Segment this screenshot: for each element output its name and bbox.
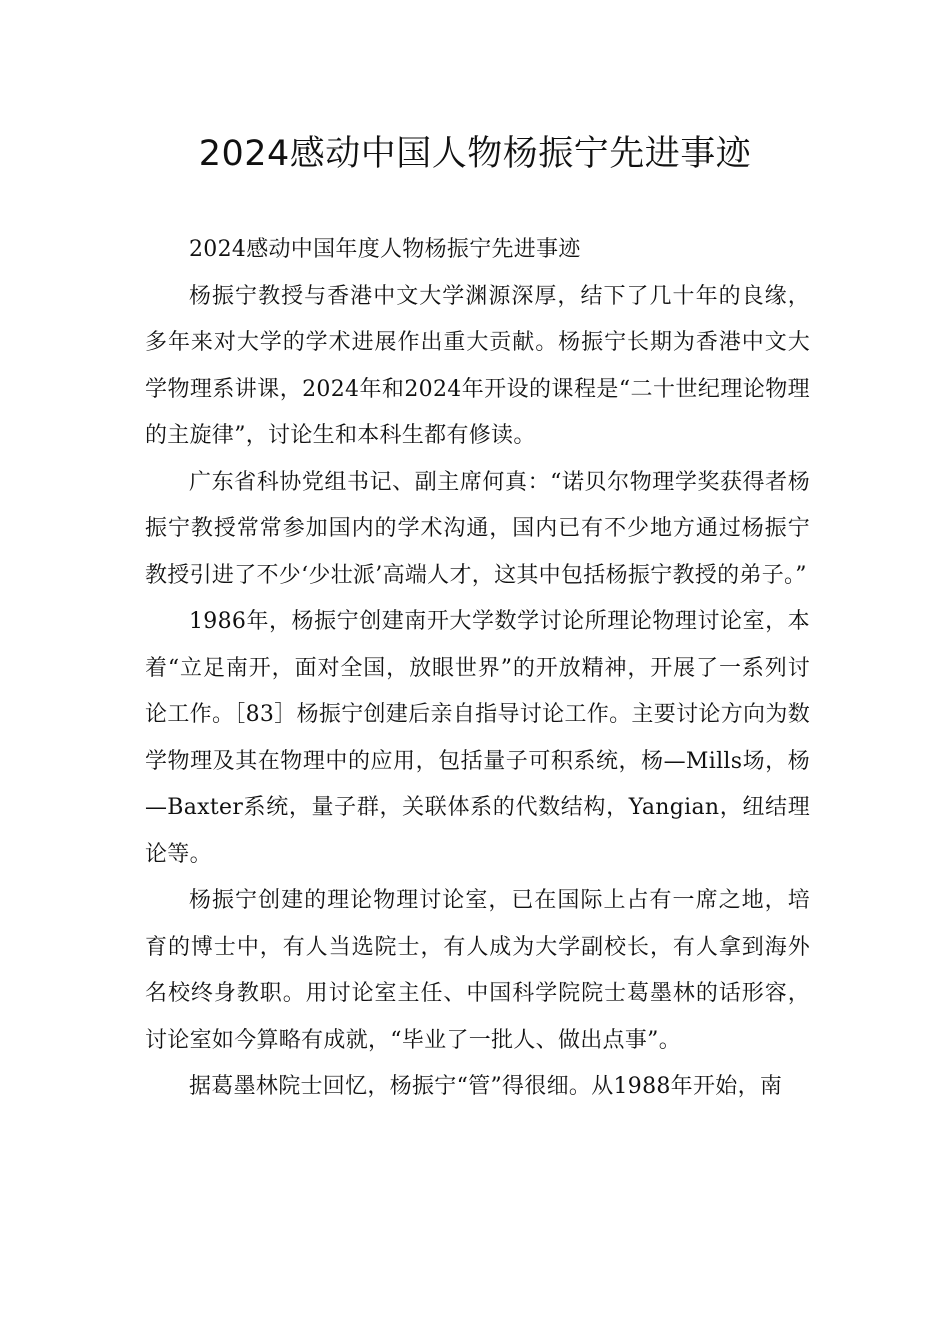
paragraph: 杨振宁创建的理论物理讨论室，已在国际上占有一席之地，培育的博士中，有人当选院士，有人成为大学副校长，有人拿到海外名校终身教职。用讨论室主任、中国科学院院士葛墨林的话形容，讨论室如今算略有成就，“毕业了一批人、做出点事”。 [145, 888, 810, 1053]
document-title: 2024感动中国人物杨振宁先进事迹 [198, 134, 752, 174]
paragraph: 杨振宁教授与香港中文大学渊源深厚，结下了几十年的良缘，多年来对大学的学术进展作出重大贡献。杨振宁长期为香港中文大学物理系讲课，2024年和2024年开设的课程是“二十世纪理论物理的主旋律”，讨论生和本科生都有修读。 [145, 283, 810, 448]
document-body [145, 227, 810, 1111]
paragraph: 据葛墨林院士回忆，杨振宁“管”得很细。从1988年开始，南 [189, 1074, 783, 1099]
paragraph: 广东省科协党组书记、副主席何真：“诺贝尔物理学奖获得者杨振宁教授常常参加国内的学术沟通，国内已有不少地方通过杨振宁教授引进了不少‘少壮派’高端人才，这其中包括杨振宁教授的弟子。” [145, 469, 810, 588]
paragraph: 1986年，杨振宁创建南开大学数学讨论所理论物理讨论室，本着“立足南开，面对全国，放眼世界”的开放精神，开展了一系列讨论工作。［83］杨振宁创建后亲自指导讨论工作。主要讨论方向为数学物理及其在物理中的应用，包括量子可积系统，杨—Mills场，杨—Baxter系统，量子群，关联体系的代数结构，Yangian，纽结理论等。 [145, 609, 810, 867]
subtitle-paragraph: 2024感动中国年度人物杨振宁先进事迹 [189, 237, 581, 262]
